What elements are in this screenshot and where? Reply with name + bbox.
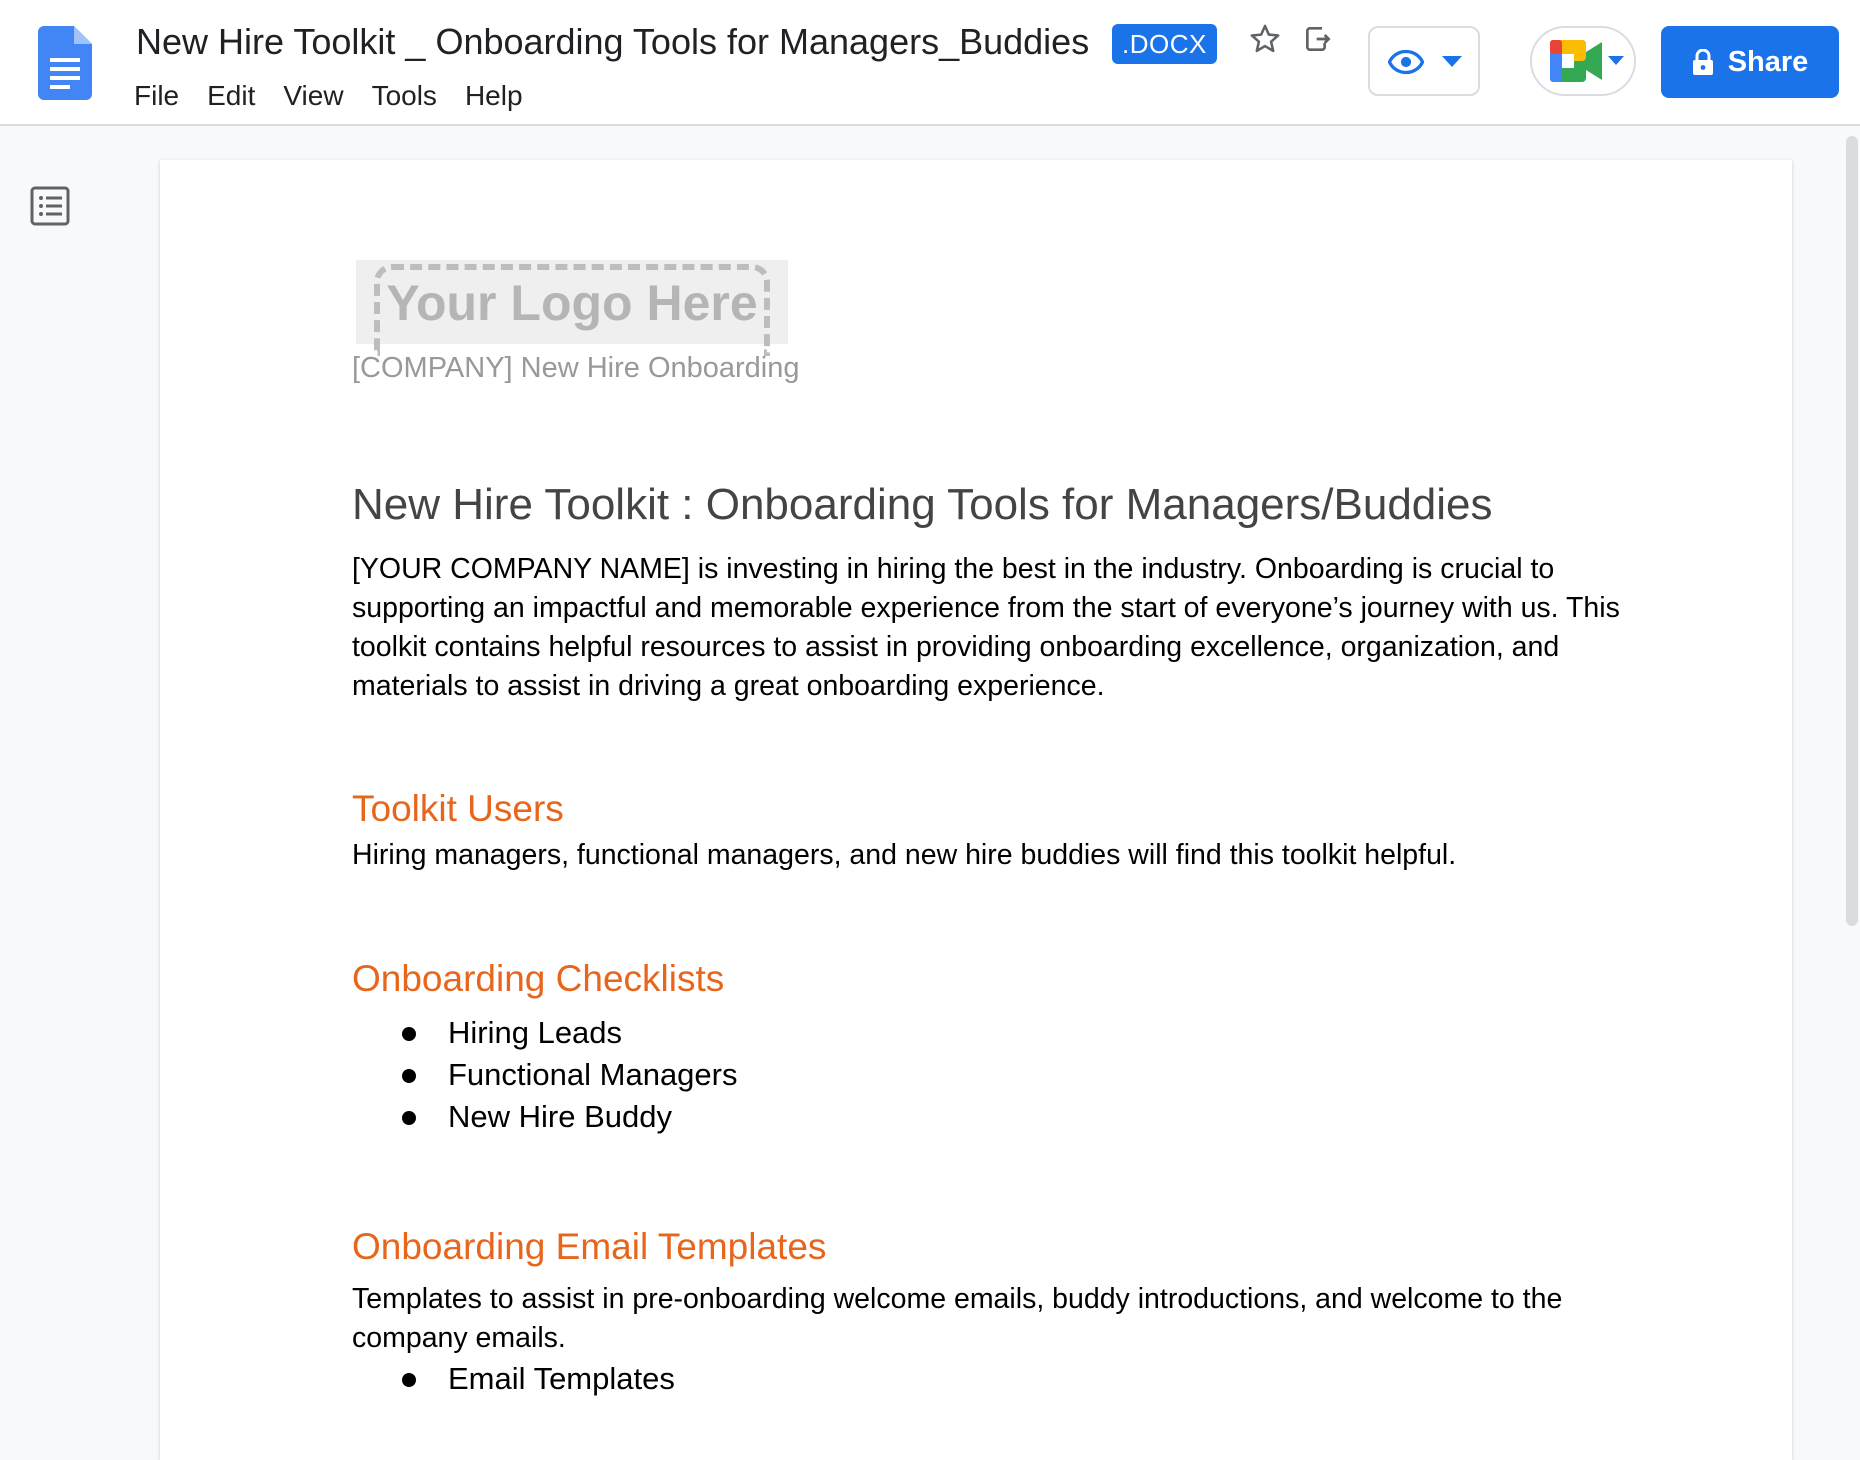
- document-outline-icon[interactable]: [30, 186, 70, 226]
- chevron-down-icon: [1608, 56, 1624, 66]
- email-templates-paragraph: Templates to assist in pre-onboarding welcome emails, buddy introductions, and welcome to the company emails.: [352, 1283, 1563, 1354]
- company-subtitle: [COMPANY] New Hire Onboarding: [352, 352, 800, 384]
- toolkit-users-paragraph: Hiring managers, functional managers, and new hire buddies will find this toolkit helpful.: [352, 839, 1457, 871]
- menu-view[interactable]: View: [283, 80, 344, 111]
- lock-icon: [1692, 49, 1714, 75]
- menu-file[interactable]: File: [134, 80, 180, 111]
- share-button[interactable]: [1661, 26, 1839, 98]
- menu-help[interactable]: Help: [464, 80, 523, 111]
- logo-placeholder[interactable]: [356, 260, 788, 344]
- document-title[interactable]: New Hire Toolkit _ Onboarding Tools for Managers_Buddies: [136, 21, 1090, 62]
- google-meet-icon: [1550, 40, 1602, 82]
- star-icon[interactable]: [1248, 22, 1282, 56]
- checklists-list: [352, 1012, 738, 1138]
- eye-icon: [1388, 46, 1424, 78]
- scrollbar-thumb[interactable]: [1846, 136, 1858, 926]
- google-meet-button[interactable]: [1530, 26, 1636, 96]
- intro-paragraph: [YOUR COMPANY NAME] is investing in hiring the best in the industry. Onboarding is crucial to supporting an impactful and memorable experience from the start of everyone’s journey with us. This toolkit contains helpful resources to assist in providing onboarding excellence, organization, and materials to assist in driving a great onboarding experience.: [352, 553, 1620, 702]
- top-bar: [0, 0, 1860, 126]
- list-item: Hiring Leads: [352, 1012, 738, 1054]
- chevron-down-icon: [1442, 56, 1462, 68]
- menu-bar: [134, 76, 551, 116]
- email-templates-list: [352, 1358, 675, 1400]
- file-type-badge: .DOCX: [1112, 24, 1217, 64]
- document-heading: New Hire Toolkit : Onboarding Tools for Managers/Buddies: [352, 480, 1493, 529]
- view-mode-button[interactable]: [1368, 26, 1480, 96]
- section-heading-onboarding-email-templates: Onboarding Email Templates: [352, 1226, 827, 1267]
- list-item: Email Templates: [352, 1358, 675, 1400]
- menu-tools[interactable]: Tools: [371, 80, 437, 111]
- logo-placeholder-text: Your Logo Here: [386, 275, 758, 331]
- share-label: Share: [1727, 45, 1809, 78]
- menu-edit[interactable]: Edit: [207, 80, 256, 111]
- move-to-drive-icon[interactable]: [1302, 22, 1334, 56]
- section-heading-onboarding-checklists: Onboarding Checklists: [352, 958, 725, 999]
- list-item: New Hire Buddy: [352, 1096, 738, 1138]
- google-docs-icon[interactable]: [38, 26, 92, 100]
- list-item: Functional Managers: [352, 1054, 738, 1096]
- section-heading-toolkit-users: Toolkit Users: [352, 788, 564, 829]
